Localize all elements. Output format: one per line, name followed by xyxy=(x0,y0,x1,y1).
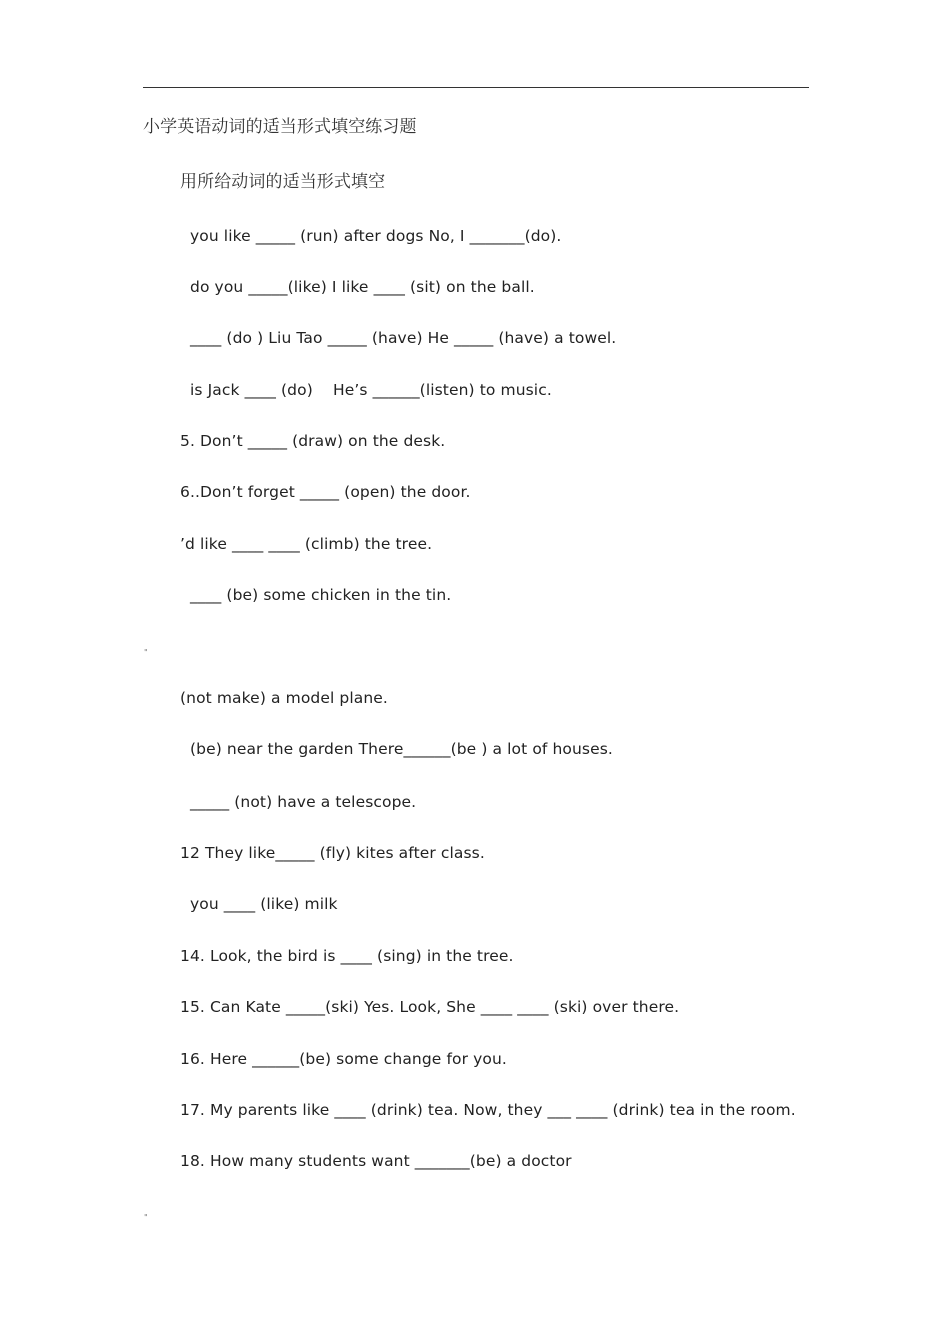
exercise-line: 5. Don’t _____ (draw) on the desk. xyxy=(180,432,446,450)
exercise-line: 16. Here ______(be) some change for you. xyxy=(180,1050,507,1068)
exercise-line: 17. My parents like ____ (drink) tea. Now, they ___ ____ (drink) tea in the room. xyxy=(180,1101,796,1119)
header-rule xyxy=(143,87,809,88)
exercise-line: is Jack ____ (do) He’s ______(listen) to music. xyxy=(190,381,552,399)
exercise-line: (not make) a model plane. xyxy=(180,689,388,707)
exercise-line: (be) near the garden There______(be ) a lot of houses. xyxy=(190,740,613,758)
exercise-line: 6..Don’t forget _____ (open) the door. xyxy=(180,483,471,501)
exercise-line: do you _____(like) I like ____ (sit) on the ball. xyxy=(190,278,535,296)
exercise-line: ____ (be) some chicken in the tin. xyxy=(190,586,452,604)
instructions: 用所给动词的适当形式填空 xyxy=(180,172,386,192)
exercise-line: 15. Can Kate _____(ski) Yes. Look, She ____ ____ (ski) over there. xyxy=(180,998,680,1016)
exercise-line: 14. Look, the bird is ____ (sing) in the tree. xyxy=(180,947,514,965)
exercise-line: you ____ (like) milk xyxy=(190,895,338,913)
exercise-line: ’d like ____ ____ (climb) the tree. xyxy=(180,535,433,553)
exercise-line: 12 They like_____ (fly) kites after class. xyxy=(180,844,485,862)
exercise-line: ____ (do ) Liu Tao _____ (have) He _____ (have) a towel. xyxy=(190,329,617,347)
page-title: 小学英语动词的适当形式填空练习题 xyxy=(143,117,417,137)
page-break-mark: " xyxy=(144,648,148,657)
exercise-line: 18. How many students want _______(be) a doctor xyxy=(180,1152,572,1170)
exercise-line: you like _____ (run) after dogs No, I _______(do). xyxy=(190,227,562,245)
page-break-mark: " xyxy=(144,1213,148,1222)
exercise-line: _____ (not) have a telescope. xyxy=(190,793,417,811)
